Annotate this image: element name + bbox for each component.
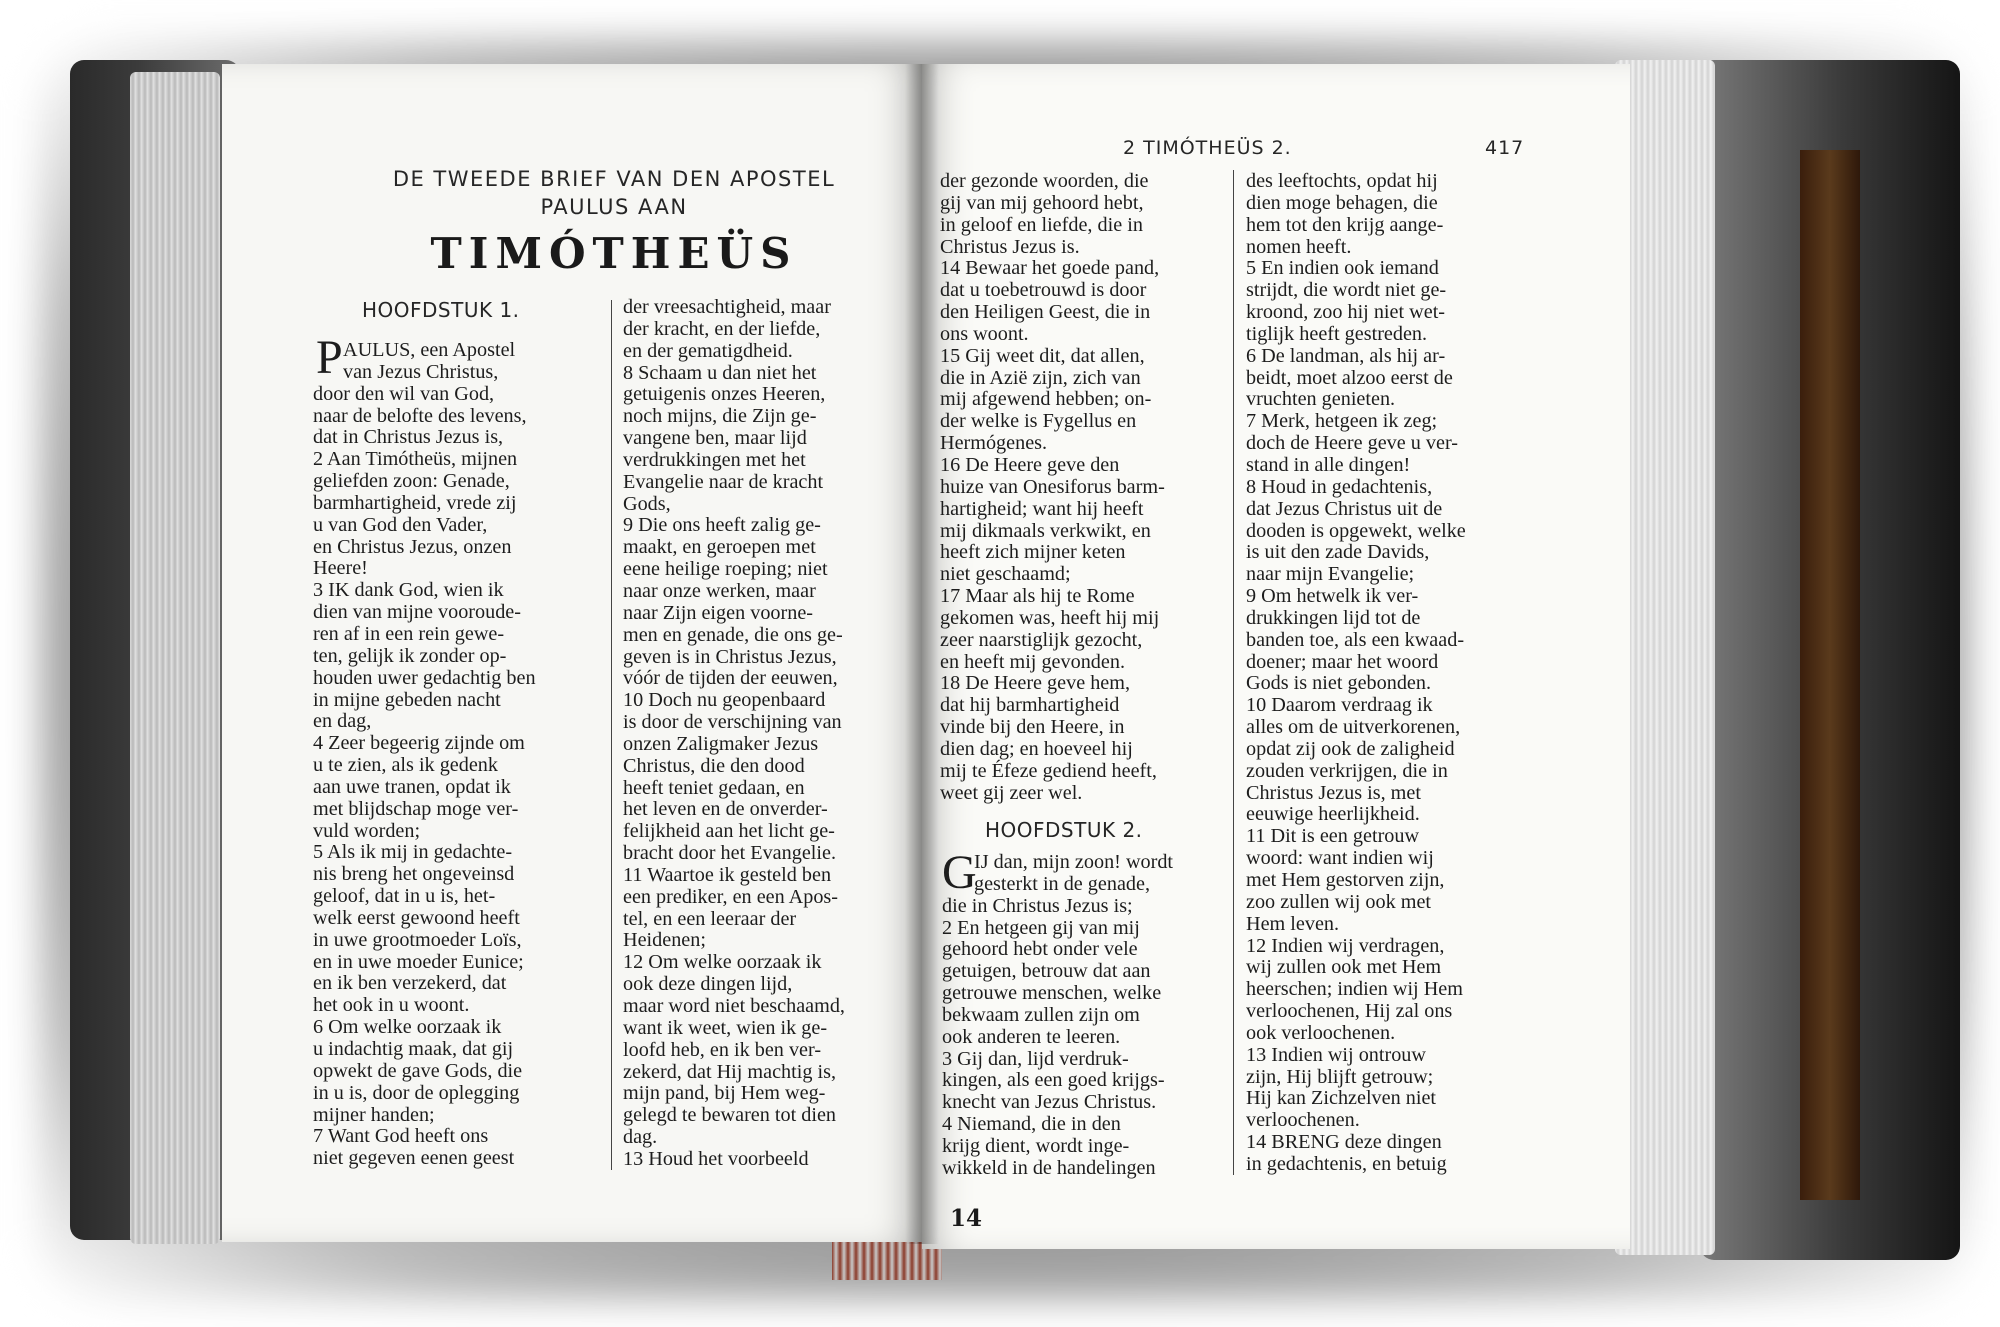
text-line: het leven en de onverder- [623,798,828,821]
text-line: gelegd te bewaren tot dien [623,1104,837,1127]
text-line: tiglijk heeft gestreden. [1246,322,1428,345]
text-line: 9 Die ons heeft zalig ge- [623,514,821,537]
text-line: 9 Om hetwelk ik ver- [1246,585,1419,608]
text-line: 14 BRENG deze dingen [1246,1131,1442,1154]
text-line: kroond, zoo hij niet wet- [1246,301,1446,324]
text-line: 7 Merk, hetgeen ik zeg; [1246,410,1438,433]
text-line: want ik weet, wien ik ge- [623,1016,828,1039]
text-line: doch de Heere geve u ver- [1246,432,1459,455]
text-line: en der gematigdheid. [623,339,793,362]
text-line: vóór de tijden der eeuwen, [623,667,838,690]
text-line: 12 Om welke oorzaak ik [623,951,822,974]
text-line: 8 Houd in gedachtenis, [1246,475,1433,498]
text-line: heerschen; indien wij Hem [1246,978,1463,1001]
text-line: geliefden zoon: Genade, [313,470,510,493]
text-line: wikkeld in de handelingen [942,1156,1156,1179]
text-line: 10 Daarom verdraag ik [1246,694,1433,717]
text-line: 6 De landman, als hij ar- [1246,344,1446,367]
chapter-1-heading: HOOFDSTUK 1. [362,298,520,322]
text-line: een prediker, en een Apos- [623,885,838,908]
column-3-top [940,171,1220,804]
text-line: en in uwe moeder Eunice; [313,950,524,973]
text-line: en ik ben verzekerd, dat [313,972,507,995]
text-line: dat u toebetrouwd is door [940,279,1147,302]
text-line: alles om de uitverkorenen, [1246,716,1461,739]
text-line: Evangelie naar de kracht [623,470,824,493]
text-line: heeft zich mijner keten [940,541,1126,564]
text-line: zouden verkrijgen, die in [1246,759,1448,782]
chapter-2-heading: HOOFDSTUK 2. [985,818,1143,842]
text-line: onzen Zaligmaker Jezus [623,732,819,755]
drop-cap-g: G [942,846,977,899]
text-line: u van God den Vader, [313,513,488,536]
subtitle-line-2: PAULUS AAN [540,195,688,219]
text-line: in geloof en liefde, die in [940,213,1143,236]
running-page-number: 417 [1485,137,1525,159]
text-line: tel, en een leeraar der [623,907,797,930]
text-line: gij van mij gehoord hebt, [940,191,1144,214]
text-line: stand in alle dingen! [1246,453,1411,476]
text-line: 5 En indien ook iemand [1246,257,1439,280]
text-line: maakt, en geroepen met [623,536,816,559]
text-line: der vreesachtigheid, maar [623,296,831,318]
text-line: Hermógenes. [940,432,1048,455]
text-line: 18 De Heere geve hem, [940,672,1131,695]
text-line: niet gegeven eenen geest [313,1147,515,1170]
text-line: is door de verschijning van [623,711,842,734]
text-line: vruchten genieten. [1246,388,1396,411]
text-line: mijn pand, bij Hem weg- [623,1082,826,1105]
text-line: 13 Houd het voorbeeld [623,1147,809,1170]
text-line: loofd heb, en ik ben ver- [623,1038,822,1061]
text-line: zijn, Hij blijft getrouw; [1246,1065,1434,1088]
bottom-page-number: 14 [950,1205,983,1232]
text-line: heeft teniet gedaan, en [623,776,805,799]
text-line: 3 IK dank God, wien ik [313,579,504,602]
text-line: verloochenen, Hij zal ons [1246,1000,1453,1023]
column-2 [623,297,901,1171]
text-line: naar mijn Evangelie; [1246,563,1415,586]
text-line: u indachtig maak, dat gij [313,1038,514,1060]
text-line: hem tot den krijg aange- [1246,213,1444,236]
column-rule-right [1233,170,1234,1175]
text-line: weet gij zeer wel. [940,781,1083,804]
text-line: vuld worden; [313,819,421,842]
text-line: geven is in Christus Jezus, [623,645,837,668]
text-line: 7 Want God heeft ons [313,1125,489,1148]
text-line: Gods, [623,492,671,515]
text-line: doener; maar het woord [1246,650,1439,673]
book-title: TIMÓTHEÜS [430,229,798,278]
text-line: Gods is niet gebonden. [1246,672,1432,695]
text-line: 11 Dit is een getrouw [1246,825,1420,848]
text-line: 4 Zeer begeerig zijnde om [313,732,525,755]
text-line: ren af in een rein gewe- [313,622,505,645]
text-line: 2 En hetgeen gij van mij [942,916,1140,939]
text-line: der gezonde woorden, die [940,170,1149,192]
text-line: hartigheid; want hij heeft [940,497,1144,520]
text-line: ten, gelijk ik zonder op- [313,644,507,667]
text-line: knecht van Jezus Christus. [942,1091,1157,1114]
text-line: mij te Éfeze gediend heeft, [940,759,1157,782]
text-line: u te zien, als ik gedenk [313,754,498,777]
text-line: houden uwer gedachtig ben [313,666,536,689]
drop-cap-p: P [316,331,343,384]
text-line: zeer naarstiglijk gezocht, [940,628,1143,651]
text-line: 5 Als ik mij in gedachte- [313,841,513,864]
text-line: Hem leven. [1246,912,1340,935]
column-4 [1246,171,1538,1176]
text-line: Christus Jezus is, met [1246,781,1421,804]
text-line: vinde bij den Heere, in [940,716,1125,739]
text-line: maar word niet beschaamd, [623,995,845,1017]
text-line: naar Zijn eigen voorne- [623,601,814,624]
text-line: dat hij barmhartigheid [940,694,1120,717]
text-line: eene heilige roeping; niet [623,558,828,581]
text-line: dooden is opgewekt, welke [1246,519,1466,542]
text-line: mij afgewend hebben; on- [940,388,1152,411]
text-line: bracht door het Evangelie. [623,842,837,865]
text-line: wij zullen ook met Hem [1246,956,1442,979]
text-line: des leeftochts, opdat hij [1246,170,1438,192]
text-line: dat in Christus Jezus is, [313,426,504,449]
text-line: van Jezus Christus, [343,360,499,383]
text-line: 6 Om welke oorzaak ik [313,1016,502,1039]
text-line: krijg dient, wordt inge- [942,1134,1130,1157]
text-line: AULUS, een Apostel [343,339,516,361]
text-line: dag. [623,1126,658,1149]
text-line: gesterkt in de genade, [974,872,1151,895]
text-line: met blijdschap moge ver- [313,797,519,820]
text-line: vangene ben, maar lijd [623,427,807,450]
text-line: IJ dan, mijn zoon! wordt [974,851,1174,873]
column-3-bottom [942,852,1228,1180]
text-line: en Christus Jezus, onzen [313,535,512,558]
text-line: eeuwige heerlijkheid. [1246,803,1420,826]
text-line: dat Jezus Christus uit de [1246,497,1443,520]
text-line: en heeft mij gevonden. [940,650,1125,673]
text-line: gehoord hebt onder vele [942,938,1138,961]
text-line: ook deze dingen lijd, [623,973,793,996]
text-line: naar onze werken, maar [623,579,816,602]
right-page-edges [1615,60,1715,1255]
text-line: bekwaam zullen zijn om [942,1003,1140,1026]
column-1 [313,340,596,1170]
text-line: verloochenen. [1246,1109,1360,1132]
text-line: men en genade, die ons ge- [623,623,843,646]
text-line: 3 Gij dan, lijd verdruk- [942,1047,1129,1070]
text-line: Christus, die den dood [623,754,805,777]
text-line: gekomen was, heeft hij mij [940,606,1160,629]
text-line: is uit den zade Davids, [1246,541,1430,564]
text-line: die in Christus Jezus is; [942,894,1133,917]
text-line: mijner handen; [313,1103,435,1126]
column-rule-left [611,300,612,1170]
text-line: 4 Niemand, die in den [942,1113,1121,1136]
text-line: in gedachtenis, en betuig [1246,1152,1447,1175]
text-line: door den wil van God, [313,382,495,405]
text-line: mij dikmaals verkwikt, en [940,519,1151,542]
text-line: zekerd, dat Hij machtig is, [623,1060,837,1083]
text-line: niet geschaamd; [940,563,1071,586]
text-line: verdrukkingen met het [623,448,806,471]
text-line: huize van Onesiforus barm- [940,475,1165,498]
text-line: 17 Maar als hij te Rome [940,585,1135,608]
text-line: beidt, moet alzoo eerst de [1246,366,1453,389]
text-line: het ook in u woont. [313,994,470,1017]
text-line: 10 Doch nu geopenbaard [623,689,826,712]
text-line: ook anderen te leeren. [942,1025,1121,1048]
text-line: in uwe grootmoeder Loïs, [313,928,522,951]
text-line: der welke is Fygellus en [940,410,1137,433]
text-line: geloof, dat in u is, het- [313,885,496,908]
text-line: 15 Gij weet dit, dat allen, [940,344,1145,367]
text-line: in u is, door de oplegging [313,1081,520,1104]
text-line: dien van mijne vooroude- [313,601,521,624]
text-line: aan uwe tranen, opdat ik [313,775,511,798]
text-line: 2 Aan Timótheüs, mijnen [313,448,518,471]
text-line: drukkingen lijd tot de [1246,606,1421,629]
text-line: in mijne gebeden nacht [313,688,501,711]
text-line: noch mijns, die Zijn ge- [623,405,817,428]
text-line: barmhartigheid, vrede zij [313,491,517,514]
text-line: felijkheid aan het licht ge- [623,820,835,843]
book-subtitle [344,165,884,221]
text-line: Heidenen; [623,929,706,952]
text-line: getrouwe menschen, welke [942,982,1162,1005]
text-line: naar de belofte des levens, [313,404,527,427]
running-head: 2 TIMÓTHEÜS 2. [1123,137,1292,159]
text-line: 8 Schaam u dan niet het [623,361,817,384]
text-line: den Heiligen Geest, die in [940,301,1151,324]
subtitle-line-1: DE TWEEDE BRIEF VAN DEN APOSTEL [392,167,836,191]
text-line: opwekt de gave Gods, die [313,1059,523,1082]
text-line: ons woont. [940,322,1029,345]
text-line: Heere! [313,557,368,580]
text-line: dien dag; en hoeveel hij [940,737,1133,760]
text-line: Hij kan Zichzelven niet [1246,1087,1437,1110]
text-line: der kracht, en der liefde, [623,317,821,340]
text-line: en dag, [313,710,372,733]
text-line: woord: want indien wij [1246,847,1434,870]
text-line: die in Azië zijn, zich van [940,366,1141,389]
text-line: banden toe, als een kwaad- [1246,628,1465,651]
bookmark-ribbon [1800,150,1860,1200]
text-line: getuigen, betrouw dat aan [942,960,1151,983]
book-gutter [905,64,939,1244]
text-line: nis breng het ongeveinsd [313,863,515,886]
text-line: met Hem gestorven zijn, [1246,869,1445,891]
text-line: kingen, als een goed krijgs- [942,1069,1165,1092]
text-line: 11 Waartoe ik gesteld ben [623,863,832,886]
text-line: 14 Bewaar het goede pand, [940,257,1160,280]
text-line: 13 Indien wij ontrouw [1246,1043,1426,1066]
text-line: strijdt, die wordt niet ge- [1246,279,1447,302]
text-line: Christus Jezus is. [940,235,1080,258]
text-line: 16 De Heere geve den [940,453,1120,476]
text-line: opdat zij ook de zaligheid [1246,737,1455,760]
text-line: dien moge behagen, die [1246,191,1438,214]
text-line: zoo zullen wij ook met [1246,890,1432,913]
text-line: ook verloochenen. [1246,1021,1396,1044]
left-page-edges [130,72,220,1244]
text-line: getuigenis onzes Heeren, [623,383,826,406]
text-line: welk eerst gewoond heeft [313,906,520,929]
text-line: 12 Indien wij verdragen, [1246,934,1445,957]
text-line: nomen heeft. [1246,235,1352,258]
